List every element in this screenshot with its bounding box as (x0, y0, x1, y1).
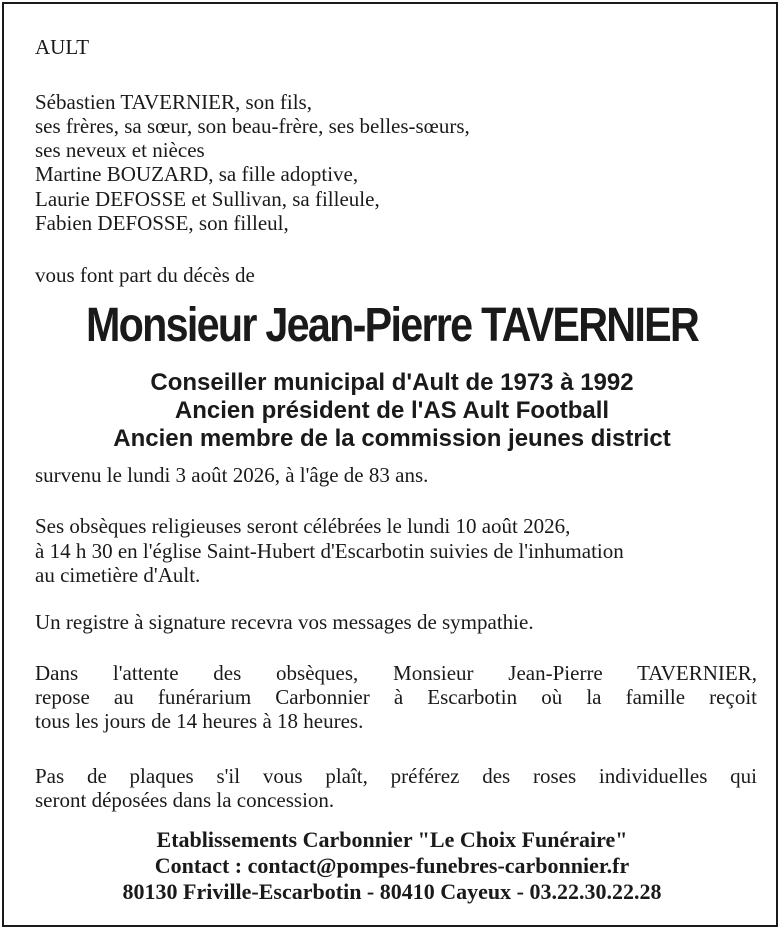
role-line: Ancien membre de la commission jeunes district (113, 425, 671, 452)
obituary-notice (2, 2, 778, 927)
family-line: Martine BOUZARD, sa fille adoptive, (35, 162, 359, 186)
flowers-paragraph (35, 764, 757, 788)
flowers-line: seront déposées dans la concession. (35, 788, 335, 812)
funeral-line: au cimetière d'Ault. (35, 563, 201, 587)
funeral-home-contact: Contact : contact@pompes-funebres-carbonnier.fr (154, 853, 630, 878)
role-line: Ancien président de l'AS Ault Football (174, 397, 610, 424)
family-line: Fabien DEFOSSE, son filleul, (35, 211, 289, 235)
town-heading: AULT (35, 35, 90, 59)
family-line: Sébastien TAVERNIER, son fils, (35, 90, 312, 114)
flowers-line: Pas de plaques s'il vous plaît, préférez des roses individuelles qui (35, 764, 757, 788)
deceased-name: Monsieur Jean-Pierre TAVERNIER (85, 299, 699, 352)
funeral-line: Ses obsèques religieuses seront célébrées le lundi 10 août 2026, (35, 514, 571, 538)
funeral-line: à 14 h 30 en l'église Saint-Hubert d'Escarbotin suivies de l'inhumation (35, 539, 624, 563)
family-line: ses frères, sa sœur, son beau-frère, ses belles-sœurs, (35, 114, 470, 138)
register-text: Un registre à signature recevra vos messages de sympathie. (35, 610, 534, 634)
family-line: ses neveux et nièces (35, 138, 205, 162)
wake-line: repose au funérarium Carbonnier à Escarbotin où la famille reçoit (35, 685, 757, 709)
family-line: Laurie DEFOSSE et Sullivan, sa filleule, (35, 187, 380, 211)
announcement-text: vous font part du décès de (35, 263, 255, 287)
wake-line: Dans l'attente des obsèques, Monsieur Jean-Pierre TAVERNIER, (35, 661, 757, 685)
funeral-home-address: 80130 Friville-Escarbotin - 80410 Cayeux - 03.22.30.22.28 (122, 879, 662, 904)
death-date-line: survenu le lundi 3 août 2026, à l'âge de 83 ans. (35, 463, 429, 487)
funeral-home-name: Etablissements Carbonnier "Le Choix Funéraire" (156, 827, 628, 852)
role-line: Conseiller municipal d'Ault de 1973 à 1992 (150, 369, 634, 396)
wake-line: tous les jours de 14 heures à 18 heures. (35, 709, 364, 733)
wake-paragraph (35, 661, 757, 709)
